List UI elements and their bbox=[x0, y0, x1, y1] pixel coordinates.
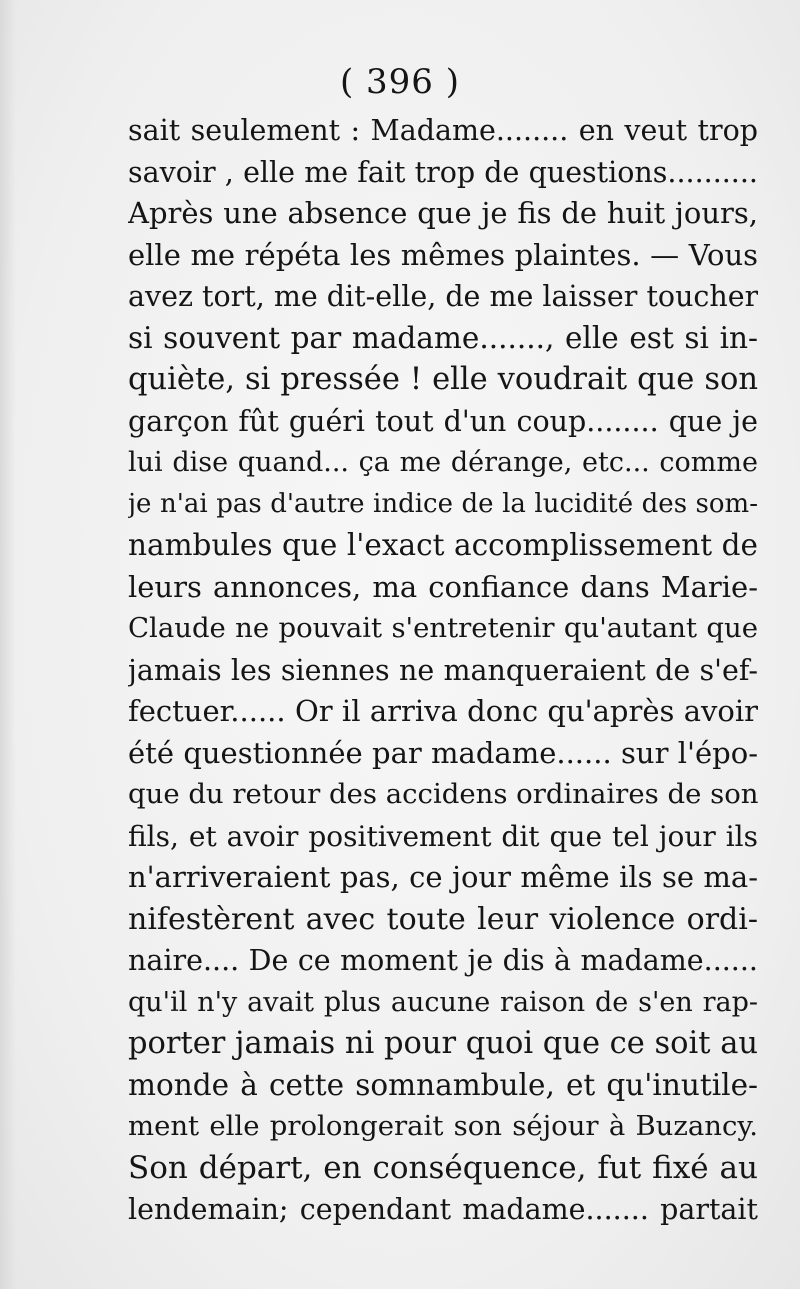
text-line-8: garçon fût guéri tout d'un coup........ que je bbox=[128, 404, 758, 438]
text-line-14: jamais les siennes ne manqueraient de s'ef- bbox=[128, 653, 758, 687]
text-line-5: avez tort, me dit-elle, de me laisser toucher bbox=[128, 280, 758, 313]
text-line-1: sait seulement : Madame........ en veut trop bbox=[128, 114, 758, 147]
text-line-3: Après une absence que je fis de huit jours, bbox=[128, 196, 758, 230]
text-line-20: nifestèrent avec toute leur violence ordi- bbox=[128, 901, 758, 937]
text-line-7: quiète, si pressée ! elle voudrait que son bbox=[128, 362, 758, 397]
text-line-17: que du retour des accidens ordinaires de son bbox=[128, 778, 758, 810]
text-line-2: savoir , elle me fait trop de questions.......... bbox=[128, 155, 758, 189]
text-line-10: je n'ai pas d'autre indice de la lucidité des som- bbox=[128, 488, 758, 519]
text-line-4: elle me répéta les mêmes plaintes. — Vous bbox=[128, 237, 758, 272]
page-number: ( 396 ) bbox=[339, 62, 461, 102]
text-line-12: leurs annonces, ma confiance dans Marie- bbox=[128, 569, 758, 604]
text-line-9: lui dise quand... ça me dérange, etc... comme bbox=[128, 447, 758, 478]
text-line-24: monde à cette somnambule, et qu'inutile- bbox=[128, 1067, 758, 1102]
text-line-22: qu'il n'y avait plus aucune raison de s'en rap- bbox=[128, 986, 758, 1018]
text-line-23: porter jamais ni pour quoi que ce soit au bbox=[128, 1026, 758, 1061]
text-line-11: nambules que l'exact accomplissement de bbox=[128, 528, 758, 562]
page-gutter-shadow bbox=[0, 0, 16, 1289]
text-line-21: naire.... De ce moment je dis à madame...... bbox=[128, 944, 758, 977]
text-line-15: fectuer...... Or il arriva donc qu'après avoir bbox=[128, 694, 758, 728]
text-line-6: si souvent par madame......., elle est si in- bbox=[128, 320, 758, 355]
text-line-27: lendemain; cependant madame....... partait bbox=[128, 1193, 758, 1226]
text-line-26: Son départ, en conséquence, fut fixé au bbox=[128, 1149, 758, 1186]
body-text bbox=[128, 110, 758, 1231]
text-line-25: ment elle prolongerait son séjour à Buzancy. bbox=[128, 1110, 758, 1142]
text-line-18: fils, et avoir positivement dit que tel jour ils bbox=[128, 819, 758, 853]
text-line-13: Claude ne pouvait s'entretenir qu'autant que bbox=[128, 612, 758, 644]
text-line-16: été questionnée par madame...... sur l'épo- bbox=[128, 735, 758, 770]
text-line-19: n'arriveraient pas, ce jour même ils se ma- bbox=[128, 860, 758, 894]
